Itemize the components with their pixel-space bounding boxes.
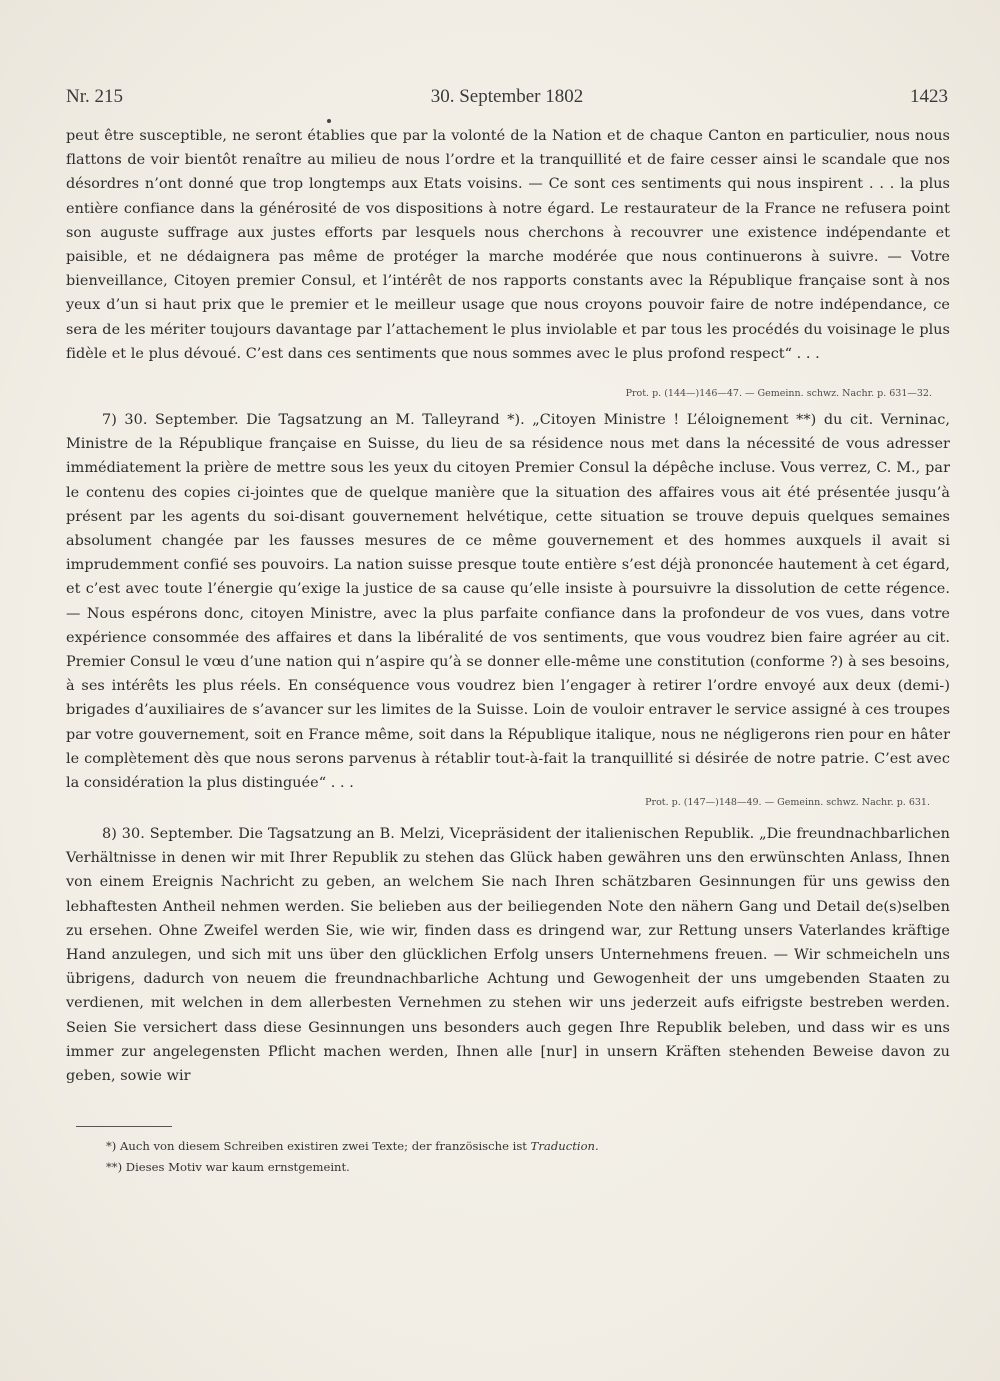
paragraph-continuation [66, 124, 950, 366]
footnote-1 [106, 1136, 906, 1157]
paragraph-text: 7) 30. September. Die Tagsatzung an M. Talleyrand *). „Citoyen Ministre ! L’éloignement **) du cit. Verninac, Ministre de la République française en Suisse, du lieu de sa résidence nous met dans la nécessité de vous adresser immédiatement la prière de mettre sous les yeux du citoyen Premier Consul la dépêche incluse. Vous verrez, C. M., par le contenu des copies ci-jointes que de quelque manière que la situation des affaires vous ait été présentée jusqu’à présent par les agents du soi-disant gouvernement helvétique, cette situation se trouve depuis quelques semaines absolument changée par les fausses mesures de ce même gouvernement et des hommes auxquels il avait si imprudemment confié ses pouvoirs. La nation suisse presque toute entière s’est déjà prononcée hautement à cet égard, et c’est avec toute l’énergie qu’exige la justice de sa cause qu’elle insiste à poursuivre la dissolution de cette régence. — Nous espérons donc, citoyen Ministre, avec la plus parfaite confiance dans la profondeur de vos vues, dans votre expérience consommée des affaires et dans la libéralité de vos sentiments, que vous voudrez bien faire agréer au cit. Premier Consul le vœu d’une nation qui n’aspire qu’à se donner elle-même une constitution (conforme ?) à ses besoins, à ses intérêts les plus réels. En conséquence vous voudrez bien l’engager à retirer l’ordre envoyé aux deux (demi-) brigades d’auxiliaires de s’avancer sur les limites de la Suisse. Loin de vouloir entraver le service assigné à ces troupes par votre gouvernement, soit en France même, soit dans la République italique, nous ne négligerons rien pour en hâter le complètement dès que nous serons parvenus à rétablir tout-à-fait la tranquillité si désirée de notre patrie. C’est avec la considération la plus distinguée“ . . . [66, 412, 950, 792]
page-number: 1423 [910, 86, 948, 107]
source-citation-2: Prot. p. (147—)148—49. — Gemeinn. schwz. Nachr. p. 631. [645, 797, 930, 808]
paragraph-letter-talleyrand [66, 408, 950, 795]
stray-mark [327, 119, 331, 123]
header-date: 30. September 1802 [430, 86, 584, 107]
footnotes [106, 1136, 906, 1178]
paragraph-text: 8) 30. September. Die Tagsatzung an B. Melzi, Vicepräsident der italienischen Republik. „Die freundnachbarlichen Verhältnisse in denen wir mit Ihrer Republik zu stehen das Glück haben gewähren uns den erwünschten Anlass, Ihnen von einem Ereignis Nachricht zu geben, an welchem Sie nach Ihren schätzbaren Gesinnungen für uns gewiss den lebhaftesten Antheil nehmen werden. Sie belieben aus der beiliegenden Note den nähern Gang und Detail de(s)selben zu ersehen. Ohne Zweifel werden Sie, wie wir, finden dass es dringend war, zur Rettung unsers Vaterlandes kräftige Hand anzulegen, und sich mit uns über den glücklichen Erfolg unsers Unternehmens freuen. — Wir schmeicheln uns übrigens, dadurch von neuem die freundnachbarliche Achtung und Gewogenheit der uns umgebenden Staaten zu verdienen, mit welchen in dem allerbesten Vernehmen zu stehen wir uns jederzeit aufs eifrigste bestreben werden. Seien Sie versichert dass diese Gesinnungen uns besonders auch gegen Ihre Republik beleben, und dass wir es uns immer zur angelegensten Pflicht machen werden, Ihnen alle [nur] in unsern Kräften stehenden Beweise davon zu geben, sowie wir [66, 826, 950, 1085]
footnote-1-text: *) Auch von diesem Schreiben existiren zwei Texte; der französische ist [106, 1139, 527, 1153]
footnote-2: **) Dieses Motiv war kaum ernstgemeint. [106, 1160, 350, 1174]
footnote-1-italic: Traduction. [530, 1139, 599, 1153]
source-citation-1: Prot. p. (144—)146—47. — Gemeinn. schwz. Nachr. p. 631—32. [625, 388, 932, 399]
page-header [66, 86, 948, 114]
document-number: Nr. 215 [66, 86, 123, 107]
footnote-divider [76, 1126, 172, 1127]
paragraph-letter-melzi [66, 822, 950, 1088]
paragraph-text: peut être susceptible, ne seront établies que par la volonté de la Nation et de chaque Canton en particulier, nous nous flattons de voir bientôt renaître au milieu de nous l’ordre et la tranquillité et de faire cesser ainsi le scandale que nos désordres n’ont donné que trop longtemps aux Etats voisins. — Ce sont ces sentiments qui nous inspirent . . . la plus entière confiance dans la générosité de vos dispositions à notre égard. Le restaurateur de la France ne refusera point son auguste suffrage aux justes efforts par lesquels nous cherchons à recouvrer une existence indépendante et paisible, et ne dédaignera pas même de protéger la marche modérée que nous continuerons à suivre. — Votre bienveillance, Citoyen premier Consul, et l’intérêt de nos rapports constants avec la République française sont à nos yeux d’un si haut prix que le premier et le meilleur usage que nous croyons pouvoir faire de notre indépendance, ce sera de les mériter toujours davantage par l’attachement le plus inviolable et par tous les procédés du voisinage le plus fidèle et le plus dévoué. C’est dans ces sentiments que nous sommes avec le plus profond respect“ . . . [66, 128, 950, 362]
